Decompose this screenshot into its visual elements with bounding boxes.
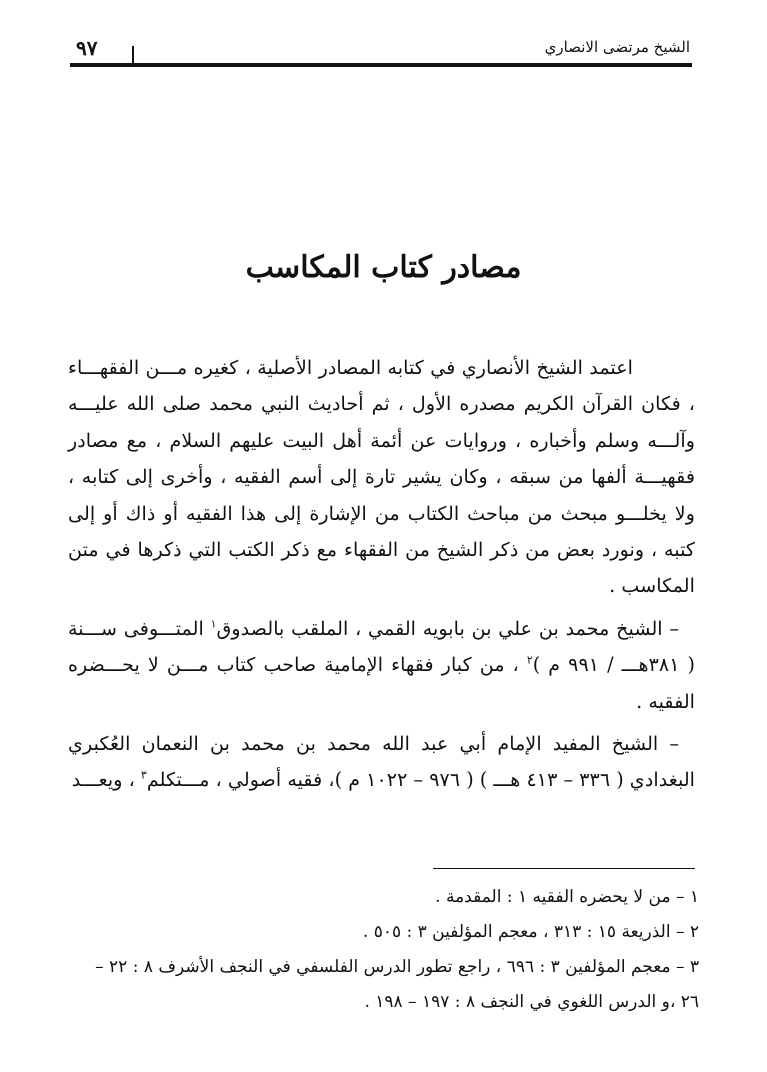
saduq-paragraph	[68, 611, 695, 720]
saduq-text-b: المتـــوفى ســـنة ( ٣٨١هـــ / ٩٩١ م )	[68, 616, 695, 677]
saduq-text-c: ، من كبار فقهاء الإمامية صاحب كتاب مـــن لا يحـــضره الفقيه .	[68, 653, 695, 713]
footnote-ref-1: ١	[210, 617, 217, 631]
chapter-title: مصادر كتاب المكاسب	[245, 250, 522, 285]
footnote-ref-3: ٣	[140, 769, 147, 783]
mufid-text-a: – الشيخ المفيد الإمام أبي عبد الله محمد بن محمد بن النعمان العُكبري البغدادي ( ٣٣٦ – ٤١٣ هـــ ) ( ٩٧٦ – ١٠٢٢ م )، فقيه أصولي ، مـــتكلم	[68, 732, 695, 792]
saduq-text-a: – الشيخ محمد بن علي بن بابويه القمي ، الملقب بالصدوق	[216, 616, 680, 640]
footnotes	[72, 880, 699, 1020]
footnote-separator	[433, 868, 695, 869]
footnote-1: ١ – من لا يحضره الفقيه ١ : المقدمة .	[435, 887, 699, 907]
mufid-paragraph	[68, 726, 695, 799]
body-text	[68, 350, 695, 799]
mufid-text-b: ، ويعـــد	[71, 768, 141, 792]
page-number: ٩٧	[76, 36, 98, 60]
footnote-2: ٢ – الذريعة ١٥ : ٣١٣ ، معجم المؤلفين ٣ : ٥٠٥ .	[362, 922, 699, 942]
running-title: الشيخ مرتضى الانصاري	[544, 38, 690, 56]
header-rule	[70, 63, 692, 67]
footnote-ref-2: ٢	[526, 653, 533, 667]
intro-paragraph: اعتمد الشيخ الأنصاري في كتابه المصادر الأصلية ، كغيره مـــن الفقهـــاء ، فكان القرآن الكريم مصدره الأول ، ثم أحاديث النبي محمد صلى الله عليـــه وآلـــه وسلم وأخباره ، وروايات عن أئمة أهل البيت عليهم السلام ، مع مصادر فقهيـــة ألفها من سبقه ، وكان يشير تارة إلى أسم الفقيه ، وأخرى إلى كتابه ، ولا يخلـــو مبحث من مباحث الكتاب من الإشارة إلى هذا الفقيه أو ذاك أو إلى كتبه ، ونورد بعض من ذكر الشيخ من الفقهاء مع ذكر الكتب التي ذكرها في متن المكاسب .	[68, 356, 695, 598]
footnote-3: ٣ – معجم المؤلفين ٣ : ٦٩٦ ، راجع تطور الدرس الفلسفي في النجف الأشرف ٨ : ٢٢ – ٢٦ ،و الدرس اللغوي في النجف ٨ : ١٩٧ – ١٩٨ .	[95, 957, 699, 1012]
page-header	[70, 38, 692, 68]
